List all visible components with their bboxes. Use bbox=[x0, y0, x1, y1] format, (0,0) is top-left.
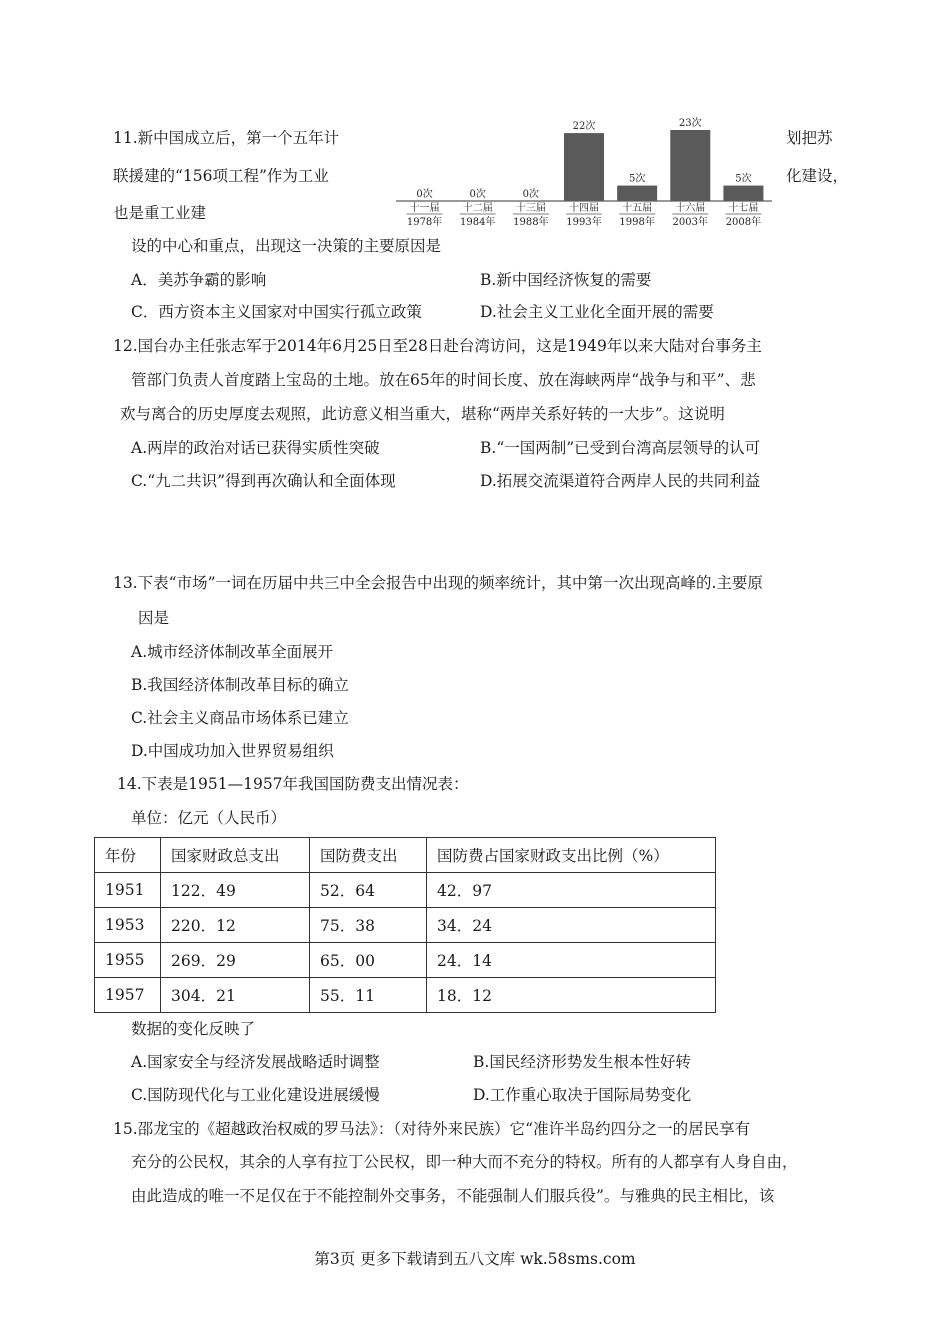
table-cell: 220．12 bbox=[161, 908, 310, 943]
q12-option-b: B.“一国两制”已受到台湾高层领导的认可 bbox=[480, 439, 761, 457]
q13-option-d: D.中国成功加入世界贸易组织 bbox=[131, 742, 334, 760]
table-row bbox=[95, 943, 716, 978]
chart-data-label: 23次 bbox=[678, 118, 702, 129]
table-cell: 269．29 bbox=[161, 943, 310, 978]
chart-tick-label: 十四届 bbox=[569, 203, 599, 214]
table-cell: 18．12 bbox=[427, 978, 716, 1013]
chart-data-label: 5次 bbox=[628, 173, 646, 185]
q11-line3-left: 也是重工业建 bbox=[113, 204, 207, 222]
chart-tick-label: 1998年 bbox=[619, 217, 655, 228]
chart-tick-label: 1984年 bbox=[459, 217, 496, 228]
table-header-cell: 国防费占国家财政支出比例（%） bbox=[427, 838, 716, 873]
chart-tick-label: 1978年 bbox=[406, 217, 443, 228]
chart-tick-label: 十六届 bbox=[675, 203, 706, 214]
chart-bar bbox=[617, 186, 657, 201]
q15-line2: 充分的公民权，其余的人享有拉丁公民权，即一种大而不充分的特权。所有的人都享有人身自由， bbox=[131, 1153, 798, 1171]
table-cell: 75．38 bbox=[310, 908, 427, 943]
q12-line1: 12.国台办主任张志军于2014年6月25日至28日赴台湾访问，这是1949年以来大陆对台事务主 bbox=[113, 337, 762, 355]
chart-data-label: 0次 bbox=[522, 189, 540, 200]
q12-option-a: A.两岸的政治对话已获得实质性突破 bbox=[131, 439, 380, 457]
q12-line3: 欢与离合的历史厚度去观照，此访意义相当重大，堪称“两岸关系好转的一大步”。这说明 bbox=[120, 405, 725, 423]
q11-option-d: D.社会主义工业化全面开展的需要 bbox=[480, 303, 714, 321]
table-cell: 122．49 bbox=[161, 873, 310, 908]
table-cell: 42．97 bbox=[427, 873, 716, 908]
q11-option-a: A．美苏争霸的影响 bbox=[131, 271, 267, 289]
q14-unit: 单位：亿元（人民币） bbox=[131, 809, 287, 827]
q14-option-b: B.国民经济形势发生根本性好转 bbox=[473, 1053, 691, 1071]
q12-line2: 管部门负责人首度踏上宝岛的土地。放在65年的时间长度、放在海峡两岸“战争与和平”、悲 bbox=[131, 371, 756, 389]
q13-option-b: B.我国经济体制改革目标的确立 bbox=[131, 676, 349, 694]
chart-tick-label: 2008年 bbox=[725, 217, 762, 228]
q15-line3: 由此造成的唯一不足仅在于不能控制外交事务，不能强制人们服兵役”。与雅典的民主相比，该 bbox=[131, 1187, 775, 1205]
q12-option-c: C.“九二共识”得到再次确认和全面体现 bbox=[131, 472, 396, 490]
q14-option-a: A.国家安全与经济发展战略适时调整 bbox=[131, 1053, 380, 1071]
table-header-row bbox=[95, 838, 716, 873]
chart-bar bbox=[670, 130, 710, 201]
table-cell: 304．21 bbox=[161, 978, 310, 1013]
table-header-cell: 年份 bbox=[95, 838, 161, 873]
chart-bar bbox=[564, 133, 604, 201]
q14-option-c: C.国防现代化与工业化建设进展缓慢 bbox=[131, 1086, 380, 1104]
q11-option-b: B.新中国经济恢复的需要 bbox=[480, 271, 652, 289]
table-cell: 24．14 bbox=[427, 943, 716, 978]
q11-option-c: C．西方资本主义国家对中国实行孤立政策 bbox=[131, 303, 422, 321]
chart-tick-label: 十二届 bbox=[462, 203, 493, 214]
chart-data-label: 5次 bbox=[735, 173, 752, 185]
q14-line1: 14.下表是1951—1957年我国国防费支出情况表： bbox=[117, 775, 469, 793]
q12-option-d: D.拓展交流渠道符合两岸人民的共同利益 bbox=[480, 472, 761, 490]
market-frequency-chart bbox=[392, 114, 776, 228]
chart-tick-label: 十三届 bbox=[515, 203, 546, 214]
table-cell: 1957 bbox=[95, 978, 161, 1013]
q11-line2-left: 联援建的“156项工程”作为工业 bbox=[113, 167, 329, 185]
table-row bbox=[95, 908, 716, 943]
q14-option-d: D.工作重心取决于国际局势变化 bbox=[473, 1086, 692, 1104]
table-header-cell: 国家财政总支出 bbox=[161, 838, 310, 873]
chart-tick-label: 十七届 bbox=[728, 203, 759, 214]
chart-tick-label: 2003年 bbox=[672, 217, 709, 228]
chart-tick-label: 1993年 bbox=[566, 217, 602, 228]
chart-data-label: 0次 bbox=[469, 189, 486, 200]
table-cell: 34．24 bbox=[427, 908, 716, 943]
table-row bbox=[95, 873, 716, 908]
table-row bbox=[95, 978, 716, 1013]
q11-line4: 设的中心和重点，出现这一决策的主要原因是 bbox=[131, 237, 442, 255]
q13-line2: 因是 bbox=[138, 609, 170, 627]
table-cell: 65．00 bbox=[310, 943, 427, 978]
chart-bar bbox=[723, 186, 763, 201]
table-cell: 1955 bbox=[95, 943, 161, 978]
page-footer: 第3页 更多下载请到五八文库 wk.58sms.com bbox=[314, 1250, 636, 1268]
chart-tick-label: 十一届 bbox=[409, 203, 440, 214]
chart-data-label: 22次 bbox=[572, 121, 596, 133]
q11-line1-left: 11.新中国成立后，第一个五年计 bbox=[113, 129, 340, 147]
chart-data-label: 0次 bbox=[416, 189, 433, 200]
q13-option-c: C.社会主义商品市场体系已建立 bbox=[131, 709, 349, 727]
defense-spending-table bbox=[94, 837, 716, 1013]
table-cell: 1951 bbox=[95, 873, 161, 908]
q13-line1: 13.下表“市场”一词在历届中共三中全会报告中出现的频率统计，其中第一次出现高峰的.主要原 bbox=[113, 574, 763, 592]
table-cell: 55．11 bbox=[310, 978, 427, 1013]
q11-line2-right: 化建设， bbox=[786, 167, 849, 185]
q11-line1-right: 划把苏 bbox=[786, 129, 833, 147]
chart-tick-label: 1988年 bbox=[513, 217, 549, 228]
table-cell: 52．64 bbox=[310, 873, 427, 908]
table-header-cell: 国防费支出 bbox=[310, 838, 427, 873]
q14-after: 数据的变化反映了 bbox=[131, 1020, 256, 1038]
chart-tick-label: 十五届 bbox=[622, 203, 653, 214]
table-cell: 1953 bbox=[95, 908, 161, 943]
q13-option-a: A.城市经济体制改革全面展开 bbox=[131, 643, 334, 661]
q15-line1: 15.邵龙宝的《超越政治权威的罗马法》：（对待外来民族）它“准许半岛约四分之一的居民享有 bbox=[113, 1120, 751, 1138]
